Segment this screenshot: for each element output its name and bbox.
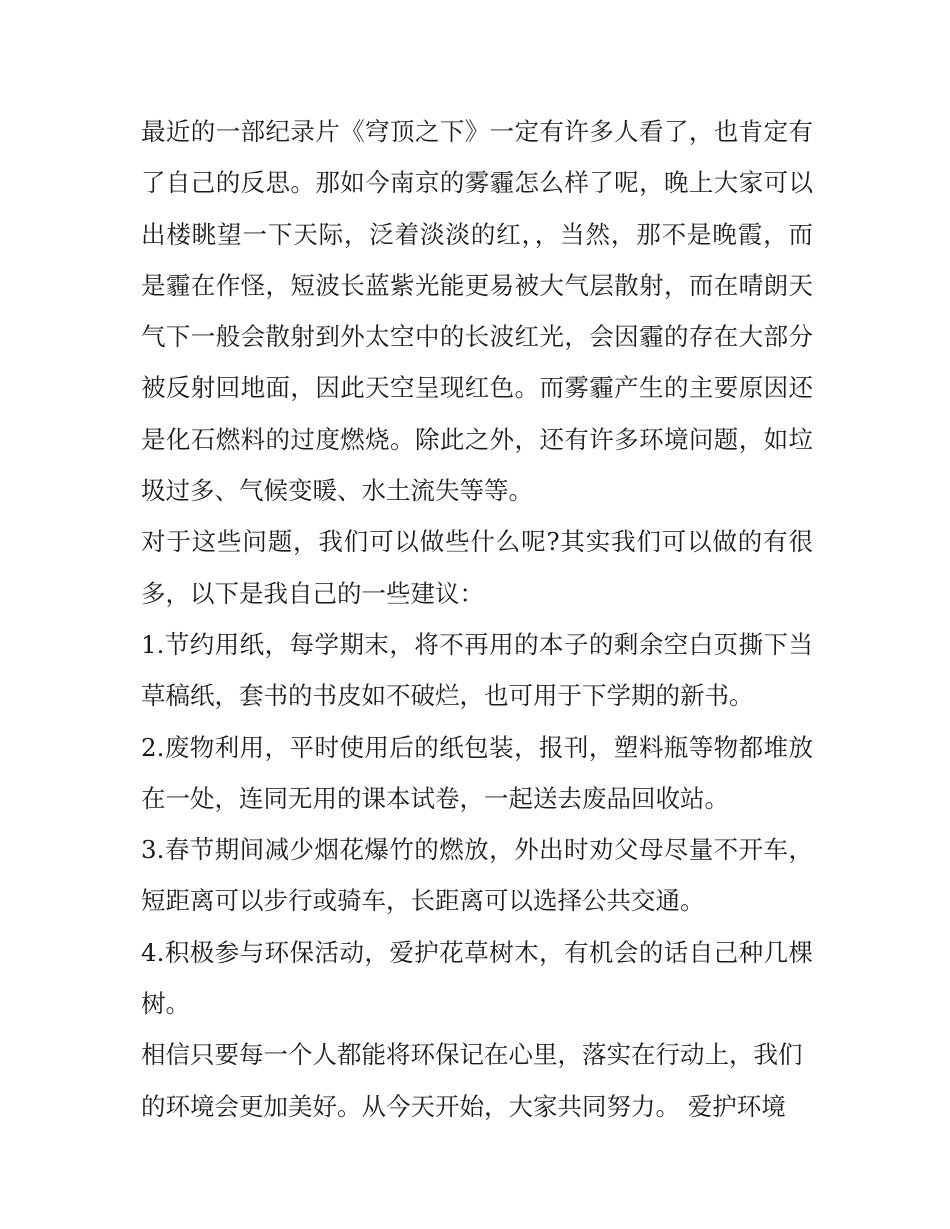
paragraph-suggestion-2: 2.废物利用，平时使用后的纸包装，报刊，塑料瓶等物都堆放在一处，连同无用的课本试卷，一起送去废品回收站。: [141, 732, 813, 813]
paragraph-intro: 最近的一部纪录片《穹顶之下》一定有许多人看了，也肯定有了自己的反思。那如今南京的雾霾怎么样了呢，晚上大家可以出楼眺望一下天际，泛着淡淡的红，，当然，那不是晚霞，而是霾在作怪，短波长蓝紫光能更易被大气层散射，而在晴朗天气下一般会散射到外太空中的长波红光，会因霾的存在大部分被反射回地面，因此天空呈现红色。而雾霾产生的主要原因还是化石燃料的过度燃烧。除此之外，还有许多环境问题，如垃圾过多、气候变暖、水土流失等等。: [141, 117, 813, 506]
paragraph-suggestion-3: 3.春节期间减少烟花爆竹的燃放，外出时劝父母尽量不开车，短距离可以步行或骑车，长距离可以选择公共交通。: [141, 835, 813, 916]
paragraph-conclusion: 相信只要每一个人都能将环保记在心里，落实在行动上，我们的环境会更加美好。从今天开始，大家共同努力。 爱护环境: [141, 1040, 803, 1121]
paragraph-suggestion-1: 1.节约用纸，每学期末，将不再用的本子的剩余空白页撕下当草稿纸，套书的书皮如不破烂，也可用于下学期的新书。: [141, 629, 813, 711]
paragraph-suggestion-4: 4.积极参与环保活动，爱护花草树木，有机会的话自己种几棵树。: [141, 937, 813, 1019]
document-body: [141, 106, 813, 1132]
paragraph-question: 对于这些问题，我们可以做些什么呢?其实我们可以做的有很多，以下是我自己的一些建议：: [141, 527, 813, 608]
